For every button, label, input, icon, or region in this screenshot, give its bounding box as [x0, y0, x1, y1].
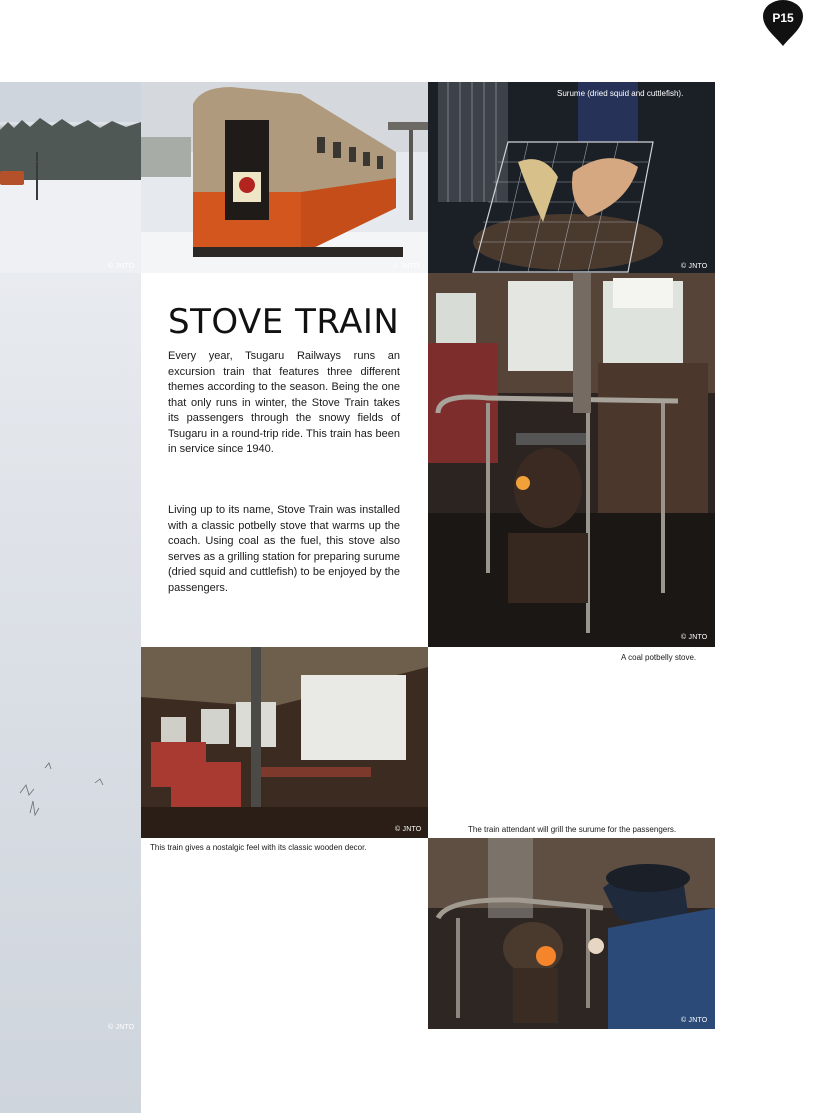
snow-field-photo [0, 82, 141, 273]
interior-photo [141, 647, 428, 838]
snow-strip-credit: © JNTO [108, 1024, 135, 1031]
train-exterior-credit: © JNTO [393, 263, 420, 270]
surume-credit: © JNTO [681, 263, 708, 270]
article-paragraph-2: Living up to its name, Stove Train was installed with a classic potbelly stove that warms up the coach. Using coal as the fuel, this stove also serves as a grilling station for preparing surume (dried squid and cuttlefish) to be enjoyed by the passengers. [168, 504, 400, 594]
article-title: STOVE TRAIN [168, 302, 400, 342]
surume-photo [428, 82, 715, 273]
snow-field-credit: © JNTO [108, 263, 135, 270]
attendant-caption: The train attendant will grill the surume for the passengers. [468, 825, 677, 834]
stove-photo [428, 273, 715, 647]
stove-credit: © JNTO [681, 634, 708, 641]
article-paragraph-1: Every year, Tsugaru Railways runs an excursion train that features three different themes according to the season. Being the one that only runs in winter, the Stove Train takes its passengers through the snowy fields of Tsugaru in a round-trip ride. This train has been in service since 1940. [168, 350, 400, 455]
stove-caption: A coal potbelly stove. [621, 653, 697, 662]
train-exterior-photo [141, 82, 428, 273]
snow-strip-photo [0, 273, 141, 1113]
attendant-credit: © JNTO [681, 1017, 708, 1024]
attendant-photo [428, 838, 715, 1029]
interior-credit: © JNTO [395, 826, 422, 833]
surume-caption: Surume (dried squid and cuttlefish). [557, 89, 684, 98]
page-number: P15 [772, 11, 794, 25]
interior-caption: This train gives a nostalgic feel with its classic wooden decor. [150, 843, 367, 852]
